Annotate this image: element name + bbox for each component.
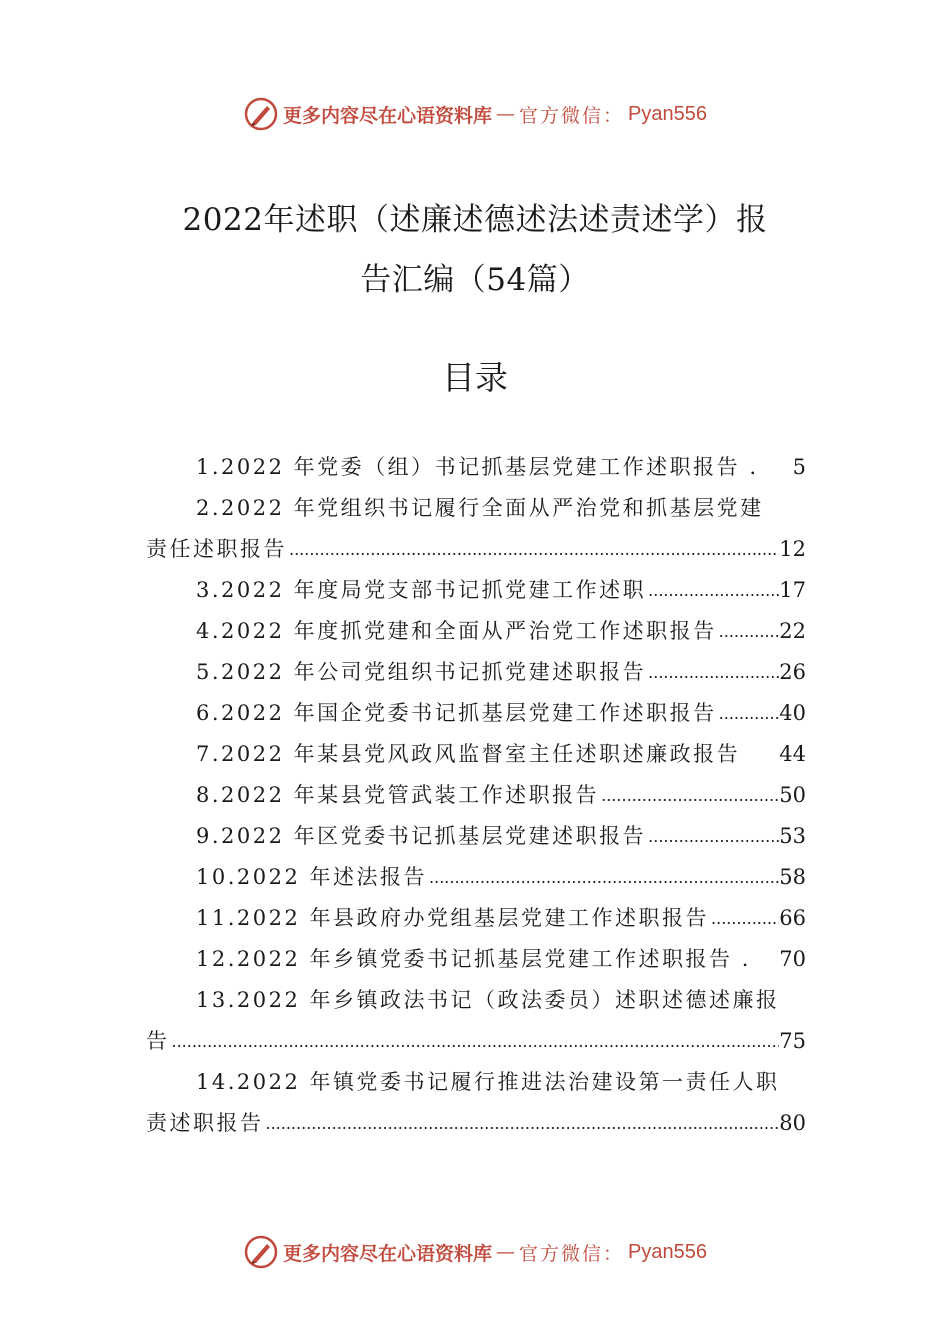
toc-entry-2-cont[interactable] — [146, 529, 806, 570]
toc-entry-5[interactable] — [146, 652, 806, 693]
title-line-1: 2022年述职（述廉述德述法述责述学）报 — [182, 202, 768, 238]
toc-entry-4[interactable] — [146, 611, 806, 652]
toc-page-number: 22 — [779, 619, 806, 643]
toc-page-number: 17 — [779, 578, 806, 602]
toc-entry-text: 告 — [146, 1029, 170, 1053]
toc-entry-12[interactable] — [146, 939, 806, 980]
pen-logo-icon — [243, 96, 279, 132]
toc-entry-text: 13.2022 年乡镇政法书记（政法委员）述职述德述廉报 — [196, 988, 780, 1012]
toc-page-number: 40 — [779, 701, 806, 725]
toc-page-number: 26 — [779, 660, 806, 684]
leader-dots — [646, 816, 779, 857]
watermark-label: 官方微信： — [519, 1242, 625, 1265]
toc-page-number: 75 — [779, 1029, 806, 1053]
toc-entry-13-cont[interactable] — [146, 1021, 806, 1062]
leader-dots — [599, 775, 779, 816]
watermark-text: 更多内容尽在心语资料库 — [283, 104, 493, 127]
toc-entry-1[interactable] — [146, 447, 806, 488]
toc-entry-2[interactable] — [146, 488, 806, 529]
toc-entry-text: 2.2022 年党组织书记履行全面从严治党和抓基层党建 — [196, 496, 764, 520]
toc-entry-text: 3.2022 年度局党支部书记抓党建工作述职 — [196, 578, 647, 602]
toc-heading: 目录 — [442, 358, 508, 397]
watermark-wechat-id: Pyan556 — [628, 1240, 707, 1263]
toc-entry-text: 8.2022 年某县党管武装工作述职报告 — [196, 783, 600, 807]
leader-dots — [646, 570, 779, 611]
toc-entry-11[interactable] — [146, 898, 806, 939]
toc-entry-text: 4.2022 年度抓党建和全面从严治党工作述职报告 — [196, 619, 717, 643]
toc-entry-6[interactable] — [146, 693, 806, 734]
watermark-text: 更多内容尽在心语资料库 — [283, 1242, 493, 1265]
toc-page-number: 44 — [779, 742, 806, 766]
toc-entry-10[interactable] — [146, 857, 806, 898]
toc-entry-text: 10.2022 年述法报告 — [196, 865, 428, 889]
pen-logo-icon — [243, 1234, 279, 1270]
toc-entry-8[interactable] — [146, 775, 806, 816]
toc-page-number: 5 — [792, 455, 806, 479]
toc-entry-text: 1.2022 年党委（组）书记抓基层党建工作述职报告 . — [196, 455, 759, 479]
toc-entry-text: 7.2022 年某县党风政风监督室主任述职述廉政报告 — [196, 742, 741, 766]
leader-dots — [264, 1103, 780, 1144]
leader-dots — [287, 529, 779, 570]
watermark-separator: — — [496, 1241, 516, 1263]
leader-dots — [427, 857, 779, 898]
watermark-footer — [0, 1232, 950, 1272]
toc-page-number: 53 — [779, 824, 806, 848]
watermark-wechat-id: Pyan556 — [628, 102, 707, 125]
toc-entry-text: 5.2022 年公司党组织书记抓党建述职报告 — [196, 660, 647, 684]
leader-dots — [717, 693, 780, 734]
toc-entry-text: 14.2022 年镇党委书记履行推进法治建设第一责任人职 — [196, 1070, 780, 1094]
toc-page-number: 58 — [779, 865, 806, 889]
leader-dots — [170, 1021, 780, 1062]
leader-dots — [646, 652, 779, 693]
table-of-contents — [146, 447, 806, 1144]
toc-page-number: 50 — [779, 783, 806, 807]
toc-entry-text: 11.2022 年县政府办党组基层党建工作述职报告 — [196, 906, 710, 930]
toc-page-number: 12 — [779, 537, 806, 561]
toc-entry-text: 12.2022 年乡镇党委书记抓基层党建工作述职报告 . — [196, 947, 751, 971]
leader-dots — [709, 898, 779, 939]
toc-entry-14[interactable] — [146, 1062, 806, 1103]
toc-entry-text: 9.2022 年区党委书记抓基层党建述职报告 — [196, 824, 647, 848]
watermark-separator: — — [496, 103, 516, 125]
document-title — [120, 190, 830, 310]
watermark-header — [0, 94, 950, 134]
toc-entry-text: 6.2022 年国企党委书记抓基层党建工作述职报告 — [196, 701, 717, 725]
toc-entry-3[interactable] — [146, 570, 806, 611]
toc-entry-7[interactable] — [146, 734, 806, 775]
toc-entry-9[interactable] — [146, 816, 806, 857]
toc-entry-text: 责任述职报告 — [146, 537, 287, 561]
leader-dots — [717, 611, 780, 652]
toc-page-number: 66 — [779, 906, 806, 930]
toc-page-number: 70 — [779, 947, 806, 971]
toc-page-number: 80 — [779, 1111, 806, 1135]
toc-entry-14-cont[interactable] — [146, 1103, 806, 1144]
title-line-2: 告汇编（54篇） — [360, 262, 590, 298]
watermark-label: 官方微信： — [519, 104, 625, 127]
toc-entry-13[interactable] — [146, 980, 806, 1021]
toc-entry-text: 责述职报告 — [146, 1111, 264, 1135]
